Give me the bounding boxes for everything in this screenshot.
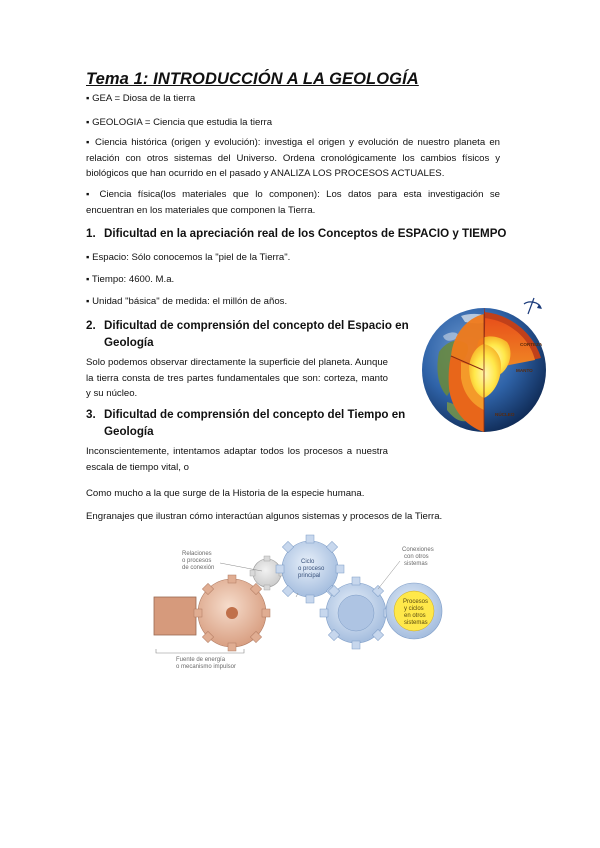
label-procesos-1: Procesos xyxy=(403,599,429,605)
label-ciclo-2: o proceso xyxy=(298,566,325,572)
label-conexiones-3: sistemas xyxy=(404,561,428,567)
bullet-ciencia-historica: ▪ Ciencia histórica (origen y evolución): investiga el origen y evolución de nuestro planeta en relación con otros sistemas del Universo. Ordena cronológicamente los cambios físicos y biológicos que han ocurrido en el pasado y ANALIZA LOS PROCESOS ACTUALES. xyxy=(86,137,500,180)
section-3-text: Inconscientemente, intentamos adaptar todos los procesos a nuestra escala de tiempo vital, o xyxy=(86,446,388,473)
label-corteza: CORTEZA xyxy=(520,342,543,347)
label-relaciones-2: o procesos xyxy=(182,558,212,564)
section-3-title-line2: Geología xyxy=(104,425,154,438)
bullet-ciencia-fisica: ▪ Ciencia física(los materiales que lo componen): Los datos para esta investigación se encuentran en los materiales que componen la Tierra. xyxy=(86,189,500,216)
label-procesos-2: y ciclos xyxy=(404,606,424,612)
section-1-number: 1. xyxy=(86,227,96,240)
label-relaciones-1: Relaciones xyxy=(182,551,212,557)
gears-caption: Engranajes que ilustran cómo interactúan algunos sistemas y procesos de la Tierra. xyxy=(86,511,443,522)
label-ciclo-1: Ciclo xyxy=(301,559,315,565)
copper-drive-gear xyxy=(194,575,270,651)
label-conexiones-2: con otros xyxy=(404,554,429,560)
label-fuente-1: Fuente de energía xyxy=(176,657,226,663)
bullet-tiempo: ▪ Tiempo: 4600. M.a. xyxy=(86,274,175,285)
label-procesos-4: sistemas xyxy=(404,620,428,626)
bullet-gea: ▪ GEA = Diosa de la tierra xyxy=(86,93,196,104)
section-1-title: Dificultad en la apreciación real de los Conceptos de ESPACIO y TIEMPO xyxy=(104,227,507,240)
section-2-text: Solo podemos observar directamente la superficie del planeta. Aunque la tierra consta de tres partes fundamentales que son: corteza, manto y su núcleo. xyxy=(86,357,388,400)
label-relaciones-3: de conexión xyxy=(182,565,215,571)
section-1-heading xyxy=(86,225,506,242)
closing-line-1: Como mucho a la que surge de la Historia de la especie humana. xyxy=(86,488,365,499)
section-2-heading xyxy=(86,317,409,351)
label-conexiones-1: Conexiones xyxy=(402,547,434,553)
label-ciclo-3: principal xyxy=(298,573,321,579)
earth-cutaway-illustration xyxy=(417,292,551,438)
section-3-title-line1: Dificultad de comprensión del concepto del Tiempo en xyxy=(104,408,406,421)
label-procesos-3: en otros xyxy=(404,613,426,619)
bullet-unidad: ▪ Unidad "básica" de medida: el millón de años. xyxy=(86,296,288,307)
document-title: Tema 1: INTRODUCCIÓN A LA GEOLOGÍA xyxy=(86,70,419,88)
section-2-title-line2: Geología xyxy=(104,336,154,349)
section-2-title-line1: Dificultad de comprensión del concepto del Espacio en xyxy=(104,319,409,332)
section-3-heading xyxy=(86,406,405,440)
label-fuente-2: o mecanismo impulsor xyxy=(176,664,237,670)
label-nucleo: NÚCLEO xyxy=(495,412,515,417)
bullet-espacio: ▪ Espacio: Sólo conocemos la "piel de la Tierra". xyxy=(86,252,291,263)
energy-source-box xyxy=(154,597,196,635)
rotation-axis xyxy=(524,298,542,314)
section-2-number: 2. xyxy=(86,319,96,332)
label-manto: MANTO xyxy=(516,368,533,373)
bullet-geologia: ▪ GEOLOGIA = Ciencia que estudia la tierra xyxy=(86,117,273,128)
section-3-number: 3. xyxy=(86,408,96,421)
gears-diagram xyxy=(150,527,455,674)
